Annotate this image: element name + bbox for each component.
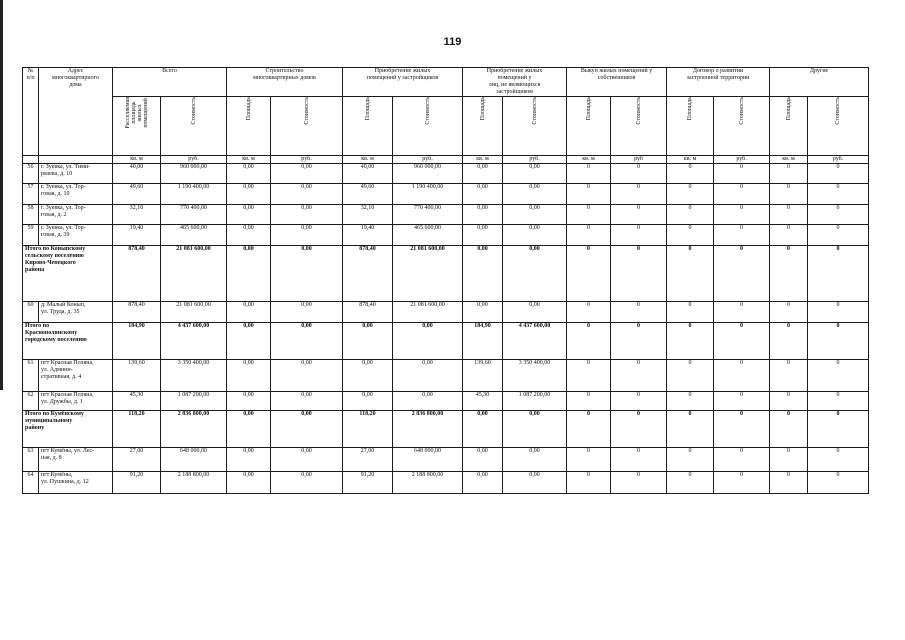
value-cell: 0	[611, 184, 667, 205]
value-cell: 1 087 200,00	[161, 392, 227, 411]
units-blank	[23, 156, 39, 164]
table-row	[23, 472, 869, 494]
value-cell: 2 836 800,00	[393, 411, 463, 448]
value-cell: 0	[567, 164, 611, 184]
value-cell: 0	[770, 360, 808, 392]
row-number: 64	[23, 472, 39, 494]
value-cell: 0	[770, 225, 808, 246]
sub-header-area: Площадь	[667, 97, 714, 156]
value-cell: 21 081 600,00	[161, 302, 227, 323]
unit-cell: руб.	[808, 156, 869, 164]
value-cell: 0,00	[463, 184, 503, 205]
units-row	[23, 156, 869, 164]
value-cell: 0	[611, 472, 667, 494]
value-cell: 0	[667, 302, 714, 323]
value-cell: 0,00	[227, 184, 271, 205]
value-cell: 19,40	[113, 225, 161, 246]
row-address: пгт Красная Поляна, ул. Дружбы, д. 1	[39, 392, 113, 411]
value-cell: 91,20	[343, 472, 393, 494]
value-cell: 0,00	[393, 392, 463, 411]
value-cell: 0	[714, 323, 770, 360]
value-cell: 0,00	[503, 302, 567, 323]
value-cell: 0	[667, 246, 714, 302]
value-cell: 0,00	[271, 411, 343, 448]
sub-header-area: Площадь	[463, 97, 503, 156]
value-cell: 0	[667, 184, 714, 205]
row-address: пгт Кумёны, ул. Пушкина, д. 12	[39, 472, 113, 494]
unit-cell: руб.	[161, 156, 227, 164]
value-cell: 0	[770, 184, 808, 205]
value-cell: 21 081 600,00	[393, 302, 463, 323]
row-address: г. Зуевка, ул. Тор- говая, д. 2	[39, 205, 113, 225]
unit-cell: кв. м	[113, 156, 161, 164]
value-cell: 0,00	[227, 225, 271, 246]
value-cell: 0,00	[227, 360, 271, 392]
value-cell: 648 000,00	[393, 448, 463, 472]
header-address: Адрес многоквартирного дома	[39, 68, 113, 156]
value-cell: 0	[567, 448, 611, 472]
value-cell: 0,00	[343, 392, 393, 411]
value-cell: 0,00	[463, 164, 503, 184]
value-cell: 0	[611, 448, 667, 472]
table-body	[23, 156, 869, 494]
value-cell: 0	[567, 302, 611, 323]
value-cell: 0,00	[271, 225, 343, 246]
subtotal-row	[23, 411, 869, 448]
header-group-buyout: Выкуп жилых помещений у собственников	[567, 68, 667, 97]
sub-header-cost: Стоимость	[611, 97, 667, 156]
value-cell: 0	[808, 184, 869, 205]
value-cell: 0	[567, 246, 611, 302]
value-cell: 0,00	[227, 205, 271, 225]
sub-header-cost: Стоимость	[271, 97, 343, 156]
value-cell: 0	[667, 411, 714, 448]
row-number: 56	[23, 164, 39, 184]
value-cell: 0	[611, 246, 667, 302]
header-num: № п/п	[23, 68, 39, 156]
value-cell: 0	[611, 411, 667, 448]
value-cell: 40,00	[113, 164, 161, 184]
value-cell: 0	[808, 225, 869, 246]
page-number: 119	[443, 36, 462, 48]
value-cell: 0,00	[343, 323, 393, 360]
value-cell: 0	[714, 184, 770, 205]
value-cell: 3 350 400,00	[161, 360, 227, 392]
unit-cell: кв. м	[227, 156, 271, 164]
value-cell: 878,40	[113, 246, 161, 302]
value-cell: 0	[808, 360, 869, 392]
subtotal-label: Итого по Коныпскому сельскому поселению Кирово-Чепецкого района	[23, 246, 113, 302]
value-cell: 91,20	[113, 472, 161, 494]
value-cell: 0,00	[503, 246, 567, 302]
value-cell: 465 600,00	[393, 225, 463, 246]
value-cell: 0,00	[271, 448, 343, 472]
value-cell: 0	[770, 302, 808, 323]
header-group-construction: Строительство многоквартирных домов	[227, 68, 343, 97]
value-cell: 2 188 800,00	[161, 472, 227, 494]
value-cell: 0	[667, 360, 714, 392]
table-row	[23, 225, 869, 246]
value-cell: 0	[667, 472, 714, 494]
value-cell: 0,00	[271, 472, 343, 494]
value-cell: 0,00	[463, 302, 503, 323]
value-cell: 0,00	[503, 184, 567, 205]
value-cell: 0,00	[503, 411, 567, 448]
value-cell: 0	[770, 205, 808, 225]
value-cell: 0	[808, 448, 869, 472]
value-cell: 0,00	[271, 302, 343, 323]
value-cell: 0	[667, 448, 714, 472]
value-cell: 40,00	[343, 164, 393, 184]
value-cell: 0,00	[227, 302, 271, 323]
value-cell: 49,60	[113, 184, 161, 205]
value-cell: 2 836 800,00	[161, 411, 227, 448]
unit-cell: кв. м	[770, 156, 808, 164]
value-cell: 0	[714, 448, 770, 472]
unit-cell: кв. м	[667, 156, 714, 164]
value-cell: 0,00	[503, 164, 567, 184]
header-group-total: Всего	[113, 68, 227, 97]
subtotal-row	[23, 323, 869, 360]
header-group-purchase-developers: Приобретение жилых помещений у застройщиков	[343, 68, 463, 97]
value-cell: 0,00	[227, 246, 271, 302]
sub-header-cost: Стоимость	[161, 97, 227, 156]
value-cell: 4 437 600,00	[503, 323, 567, 360]
value-cell: 21 081 600,00	[161, 246, 227, 302]
row-address: г. Зуевка, ул. Тор- говая, д. 39	[39, 225, 113, 246]
value-cell: 0	[770, 448, 808, 472]
row-number: 63	[23, 448, 39, 472]
value-cell: 878,40	[343, 246, 393, 302]
value-cell: 0	[714, 411, 770, 448]
value-cell: 878,40	[113, 302, 161, 323]
value-cell: 0,00	[463, 448, 503, 472]
value-cell: 0	[567, 472, 611, 494]
value-cell: 0	[808, 164, 869, 184]
value-cell: 0	[611, 225, 667, 246]
subtotal-row	[23, 246, 869, 302]
value-cell: 118,20	[113, 411, 161, 448]
value-cell: 0	[808, 392, 869, 411]
value-cell: 0,00	[227, 472, 271, 494]
unit-cell: руб	[611, 156, 667, 164]
value-cell: 4 437 600,00	[161, 323, 227, 360]
value-cell: 0	[667, 205, 714, 225]
value-cell: 32,10	[113, 205, 161, 225]
value-cell: 45,30	[113, 392, 161, 411]
unit-cell: кв. м	[343, 156, 393, 164]
value-cell: 0	[714, 164, 770, 184]
value-cell: 0,00	[503, 205, 567, 225]
value-cell: 0	[611, 302, 667, 323]
sub-header-cost: Стоимость	[393, 97, 463, 156]
left-margin-bar	[0, 0, 3, 390]
value-cell: 0,00	[463, 411, 503, 448]
table-row	[23, 184, 869, 205]
row-number: 60	[23, 302, 39, 323]
value-cell: 0	[667, 164, 714, 184]
value-cell: 27,00	[343, 448, 393, 472]
value-cell: 0	[770, 323, 808, 360]
value-cell: 0	[667, 225, 714, 246]
sub-header-cost: Стоимость	[503, 97, 567, 156]
value-cell: 0	[808, 411, 869, 448]
value-cell: 0	[611, 164, 667, 184]
value-cell: 0	[567, 411, 611, 448]
value-cell: 0,00	[227, 448, 271, 472]
value-cell: 0	[567, 323, 611, 360]
header-group-other: Другие	[770, 68, 869, 97]
sub-header-cost: Стоимость	[714, 97, 770, 156]
unit-cell: руб.	[714, 156, 770, 164]
table-row	[23, 205, 869, 225]
value-cell: 0	[808, 323, 869, 360]
value-cell: 32,10	[343, 205, 393, 225]
value-cell: 27,00	[113, 448, 161, 472]
row-address: пгт Красная Поляна, ул. Админи- стративная, д. 4	[39, 360, 113, 392]
value-cell: 770 400,00	[161, 205, 227, 225]
value-cell: 0,00	[271, 246, 343, 302]
unit-cell: кв. м	[463, 156, 503, 164]
sub-header-area: Площадь	[227, 97, 271, 156]
sub-header-resettled-area: Расселяемая площадь жилых помещений	[113, 97, 161, 156]
sub-header-area: Площадь	[770, 97, 808, 156]
sub-header-cost: Стоимость	[808, 97, 869, 156]
header-group-row	[23, 68, 869, 97]
value-cell: 0,00	[227, 164, 271, 184]
unit-cell: руб.	[503, 156, 567, 164]
value-cell: 139,60	[113, 360, 161, 392]
value-cell: 0	[770, 164, 808, 184]
value-cell: 0	[667, 392, 714, 411]
value-cell: 0,00	[271, 392, 343, 411]
value-cell: 0	[808, 205, 869, 225]
value-cell: 960 000,00	[161, 164, 227, 184]
value-cell: 0	[714, 360, 770, 392]
value-cell: 0	[770, 472, 808, 494]
row-number: 58	[23, 205, 39, 225]
value-cell: 1 190 400,00	[161, 184, 227, 205]
value-cell: 0	[808, 246, 869, 302]
value-cell: 0	[714, 392, 770, 411]
units-blank	[39, 156, 113, 164]
value-cell: 0,00	[227, 323, 271, 360]
value-cell: 118,20	[343, 411, 393, 448]
value-cell: 465 600,00	[161, 225, 227, 246]
value-cell: 0,00	[271, 360, 343, 392]
header-sub-row	[23, 97, 869, 156]
row-address: д. Малый Конып, ул. Труда, д. 35	[39, 302, 113, 323]
value-cell: 0	[770, 246, 808, 302]
value-cell: 0,00	[271, 164, 343, 184]
value-cell: 0	[611, 392, 667, 411]
value-cell: 1 087 200,00	[503, 392, 567, 411]
value-cell: 0,00	[503, 448, 567, 472]
value-cell: 0	[611, 205, 667, 225]
value-cell: 0	[714, 302, 770, 323]
value-cell: 0	[714, 246, 770, 302]
value-cell: 0,00	[227, 392, 271, 411]
value-cell: 45,30	[463, 392, 503, 411]
value-cell: 0	[567, 360, 611, 392]
value-cell: 0	[567, 392, 611, 411]
value-cell: 0,00	[463, 225, 503, 246]
value-cell: 0	[770, 392, 808, 411]
table-row	[23, 448, 869, 472]
value-cell: 0	[714, 205, 770, 225]
row-number: 59	[23, 225, 39, 246]
value-cell: 1 190 400,00	[393, 184, 463, 205]
value-cell: 0,00	[343, 360, 393, 392]
value-cell: 0,00	[463, 472, 503, 494]
value-cell: 2 188 800,00	[393, 472, 463, 494]
row-address: г. Зуевка, ул. Тими- рязева, д. 10	[39, 164, 113, 184]
value-cell: 0,00	[271, 323, 343, 360]
value-cell: 0	[808, 472, 869, 494]
value-cell: 0,00	[503, 472, 567, 494]
row-address: пгт Кумёны, ул. Лес- ная, д. 8	[39, 448, 113, 472]
row-number: 61	[23, 360, 39, 392]
table-row	[23, 360, 869, 392]
value-cell: 0,00	[503, 225, 567, 246]
unit-cell: руб.	[271, 156, 343, 164]
unit-cell: кв. м	[567, 156, 611, 164]
header-group-purchase-non-developers: Приобретение жилых помещений у лиц, не являющихся застройщиком	[463, 68, 567, 97]
subtotal-label: Итого по Краснополянскому городскому поселению	[23, 323, 113, 360]
value-cell: 21 081 600,00	[393, 246, 463, 302]
value-cell: 0,00	[271, 205, 343, 225]
row-number: 57	[23, 184, 39, 205]
value-cell: 0	[567, 205, 611, 225]
table-row	[23, 392, 869, 411]
value-cell: 0	[567, 184, 611, 205]
resettlement-table	[22, 67, 869, 494]
value-cell: 0	[567, 225, 611, 246]
value-cell: 0	[808, 302, 869, 323]
value-cell: 0,00	[393, 323, 463, 360]
table-row	[23, 164, 869, 184]
unit-cell: руб.	[393, 156, 463, 164]
value-cell: 0	[714, 472, 770, 494]
value-cell: 139,60	[463, 360, 503, 392]
value-cell: 0,00	[271, 184, 343, 205]
table-row	[23, 302, 869, 323]
value-cell: 0	[611, 323, 667, 360]
row-number: 62	[23, 392, 39, 411]
value-cell: 0,00	[393, 360, 463, 392]
value-cell: 960 000,00	[393, 164, 463, 184]
value-cell: 770 400,00	[393, 205, 463, 225]
value-cell: 0,00	[463, 246, 503, 302]
row-address: г. Зуевка, ул. Тор- говая, д. 10	[39, 184, 113, 205]
header-group-development-contract: Договор о развитии застроенной территории	[667, 68, 770, 97]
subtotal-label: Итого по Кумёнскому муниципальному району	[23, 411, 113, 448]
value-cell: 0	[714, 225, 770, 246]
value-cell: 184,90	[113, 323, 161, 360]
sub-header-area: Площадь	[567, 97, 611, 156]
value-cell: 878,40	[343, 302, 393, 323]
value-cell: 0	[667, 323, 714, 360]
value-cell: 184,90	[463, 323, 503, 360]
value-cell: 0,00	[463, 205, 503, 225]
value-cell: 0	[770, 411, 808, 448]
sub-header-area: Площадь	[343, 97, 393, 156]
value-cell: 0,00	[227, 411, 271, 448]
value-cell: 0	[611, 360, 667, 392]
value-cell: 648 000,00	[161, 448, 227, 472]
value-cell: 49,60	[343, 184, 393, 205]
value-cell: 3 350 400,00	[503, 360, 567, 392]
value-cell: 19,40	[343, 225, 393, 246]
